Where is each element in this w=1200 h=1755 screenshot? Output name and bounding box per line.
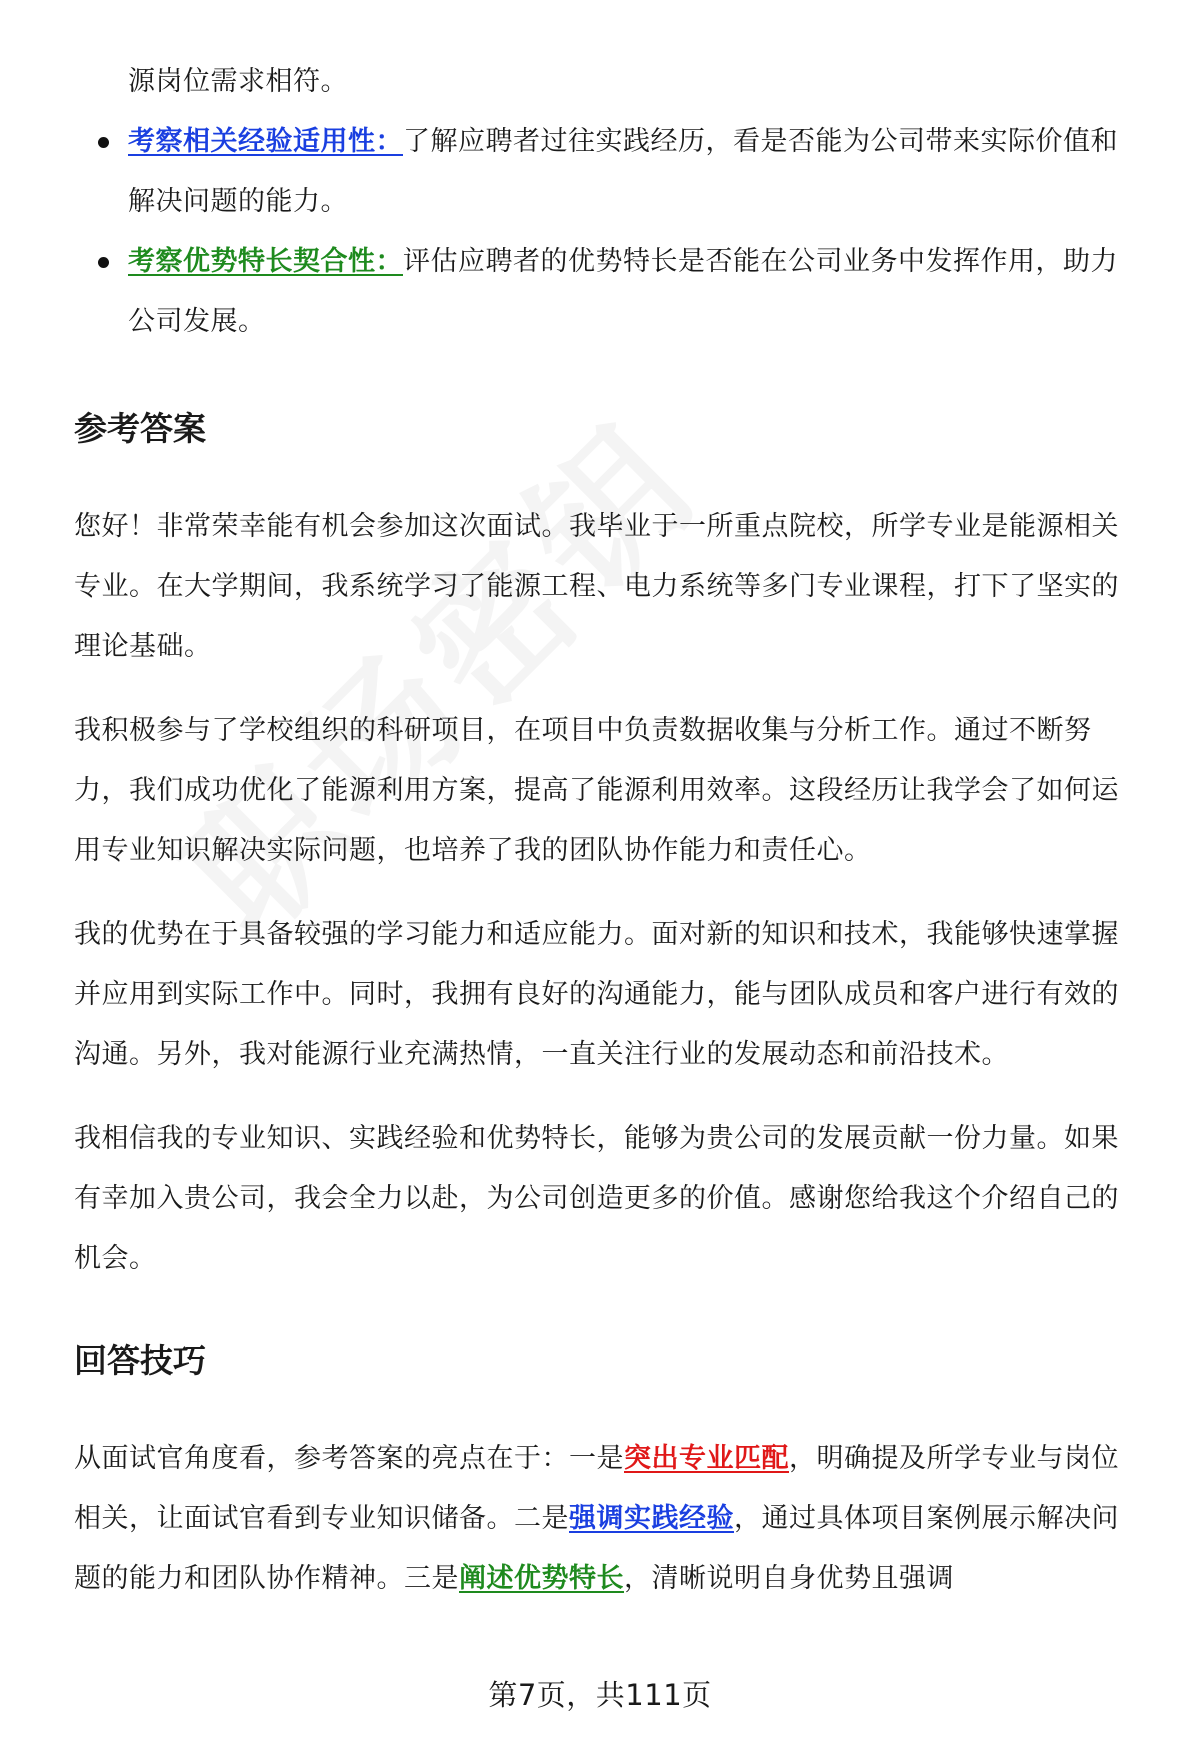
list-item <box>74 232 1144 352</box>
bullet-text: 评估应聘者的优势特长是否能在公司业务中发挥作用，助力公司发展。 <box>128 246 1118 337</box>
reference-paragraph: 我的优势在于具备较强的学习能力和适应能力。面对新的知识和技术，我能够快速掌握并应用到实际工作中。同时，我拥有良好的沟通能力，能与团队成员和客户进行有效的沟通。另外，我对能源行业充满热情，一直关注行业的发展动态和前沿技术。 <box>74 919 1119 1070</box>
bullet-text: 了解应聘者过往实践经历，看是否能为公司带来实际价值和解决问题的能力。 <box>128 126 1118 217</box>
bullet-label: 考察相关经验适用性： <box>128 126 403 157</box>
bullet-label: 考察优势特长契合性： <box>128 246 403 277</box>
reference-paragraph: 我相信我的专业知识、实践经验和优势特长，能够为贵公司的发展贡献一份力量。如果有幸加入贵公司，我会全力以赴，为公司创造更多的价值。感谢您给我这个介绍自己的机会。 <box>74 1123 1119 1274</box>
keyword-professional-match: 突出专业匹配 <box>624 1443 789 1474</box>
reference-heading: 参考答案 <box>74 409 206 448</box>
list-item <box>74 112 1144 232</box>
tips-text: ，通过具体项目案例展示解决问题的能力和团队协作精神。三是 <box>74 1503 1119 1594</box>
criteria-list <box>74 112 1144 352</box>
tips-text: 从面试官角度看，参考答案的亮点在于：一是 <box>74 1443 624 1474</box>
reference-paragraph: 我积极参与了学校组织的科研项目，在项目中负责数据收集与分析工作。通过不断努力，我们成功优化了能源利用方案，提高了能源利用效率。这段经历让我学会了如何运用专业知识解决实际问题，也培养了我的团队协作能力和责任心。 <box>74 715 1119 866</box>
reference-paragraph: 您好！非常荣幸能有机会参加这次面试。我毕业于一所重点院校，所学专业是能源相关专业。在大学期间，我系统学习了能源工程、电力系统等多门专业课程，打下了坚实的理论基础。 <box>74 511 1119 662</box>
document-body <box>74 0 1144 1609</box>
keyword-strengths: 阐述优势特长 <box>459 1563 624 1594</box>
tips-heading: 回答技巧 <box>74 1341 206 1380</box>
page-number: 第7页，共111页 <box>488 1678 712 1712</box>
tips-paragraph <box>74 1429 1144 1609</box>
continuation-text: 源岗位需求相符。 <box>128 66 348 97</box>
tips-text: ，清晰说明自身优势且强调 <box>624 1563 954 1594</box>
tips-text: ，明确提及所学专业与岗位相关，让面试官看到专业知识储备。二是 <box>74 1443 1119 1534</box>
keyword-practical-experience: 强调实践经验 <box>569 1503 734 1534</box>
